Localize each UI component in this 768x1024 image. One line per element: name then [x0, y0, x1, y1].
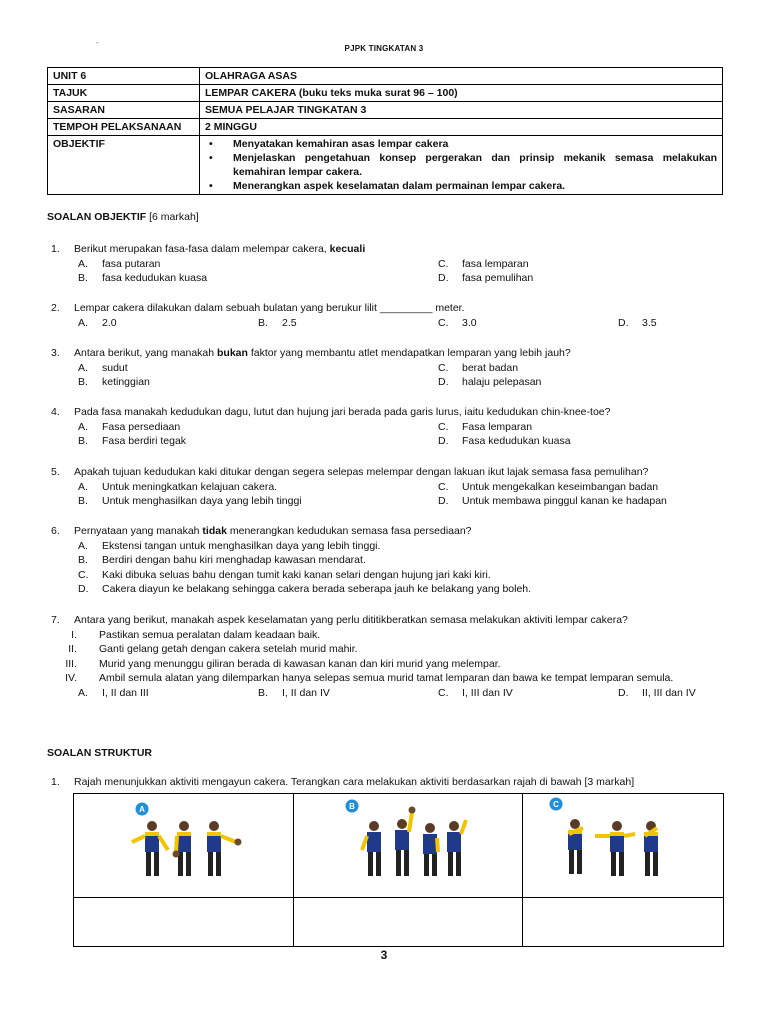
question-3	[51, 346, 727, 390]
question-number: 1.	[51, 243, 60, 255]
option-a[interactable]	[78, 420, 180, 435]
option-text: Fasa persediaan	[102, 420, 181, 433]
option-a[interactable]	[78, 257, 160, 272]
athlete-icon	[644, 821, 658, 876]
roman-item	[51, 657, 727, 672]
option-letter: D.	[438, 376, 449, 388]
option-letter: D.	[438, 435, 449, 447]
option-letter: A.	[78, 420, 88, 433]
roman-text: Ganti gelang getah dengan cakera setelah murid mahir.	[99, 643, 358, 655]
option-b[interactable]	[78, 494, 302, 509]
option-text: Untuk meningkatkan kelajuan cakera.	[102, 480, 278, 493]
athlete-figure-b	[294, 794, 522, 894]
option-letter: A.	[78, 686, 88, 699]
option-text: Kaki dibuka seluas bahu dengan tumit kaki kanan selari dengan hujung jari kaki kiri.	[102, 568, 491, 581]
option-a[interactable]	[78, 686, 149, 701]
section-title-struktur: SOALAN STRUKTUR	[47, 747, 152, 759]
question-stem	[51, 346, 727, 361]
question-number: 5.	[51, 466, 60, 478]
question-stem	[51, 301, 727, 316]
question-4	[51, 405, 727, 449]
option-text: Ekstensi tangan untuk menghasilkan daya yang lebih tinggi.	[102, 539, 381, 552]
panel-badge-label: C	[553, 800, 559, 809]
info-key: TAJUK	[48, 85, 200, 102]
info-key: UNIT 6	[48, 68, 200, 85]
stem-bold: kecuali	[329, 243, 366, 255]
question-stem	[51, 613, 727, 628]
option-text: 2.0	[102, 316, 117, 329]
objektif-list	[205, 137, 717, 193]
option-letter: C.	[438, 361, 449, 374]
option-letter: D.	[618, 316, 629, 329]
option-a[interactable]	[78, 480, 277, 495]
objektif-item: • Menjelaskan pengetahuan konsep pergerakan dan prinsip mekanik semasa melakukan kemahiran lempar cakera.	[205, 151, 717, 179]
question-6	[51, 524, 727, 597]
question-7	[51, 613, 727, 700]
option-b[interactable]	[51, 553, 727, 568]
option-letter: A.	[78, 257, 88, 270]
roman-numeral: III.	[65, 657, 77, 670]
option-b[interactable]	[258, 686, 330, 701]
option-letter: B.	[78, 435, 88, 447]
option-letter: C.	[78, 568, 89, 581]
stem-text: Pada fasa manakah kedudukan dagu, lutut dan hujung jari berada pada garis lurus, iaitu kedudukan chin-knee-toe?	[74, 406, 611, 418]
option-d[interactable]	[438, 494, 667, 509]
answer-box-b[interactable]	[294, 898, 523, 947]
option-d[interactable]	[438, 271, 533, 286]
option-b[interactable]	[258, 316, 297, 331]
option-letter: C.	[438, 686, 449, 699]
objektif-list-cell	[200, 136, 723, 195]
option-letter: A.	[78, 480, 88, 493]
roman-item	[51, 642, 727, 657]
panel-badge-label: B	[349, 802, 355, 811]
option-text: fasa pemulihan	[462, 272, 534, 284]
stem-text: Antara yang berikut, manakah aspek keselamatan yang perlu dititikberatkan semasa melakukan aktiviti lempar cakera?	[74, 614, 628, 626]
option-c[interactable]	[438, 686, 513, 701]
question-number: 4.	[51, 406, 60, 418]
option-a[interactable]	[51, 539, 727, 554]
option-letter: C.	[438, 480, 449, 493]
option-d[interactable]	[51, 582, 727, 597]
stem-text: faktor yang membantu atlet mendapatkan lemparan yang lebih jauh?	[247, 347, 571, 359]
athlete-icon	[447, 820, 466, 876]
header-dash: -	[96, 38, 99, 47]
stem-text: Apakah tujuan kedudukan kaki ditukar dengan segera selepas melempar dengan lakuan ikut lajak semasa fasa pemulihan?	[74, 466, 649, 478]
option-letter: C.	[438, 257, 449, 270]
athlete-icon	[207, 821, 242, 876]
option-c[interactable]	[438, 361, 518, 376]
question-5	[51, 465, 727, 509]
info-value: SEMUA PELAJAR TINGKATAN 3	[200, 102, 723, 119]
option-d[interactable]	[618, 686, 696, 701]
roman-numeral: IV.	[65, 672, 77, 684]
page-header: PJPK TINGKATAN 3	[344, 44, 424, 53]
stem-bold: bukan	[217, 347, 248, 359]
option-letter: D.	[438, 272, 449, 284]
figure-panel-c	[523, 794, 724, 898]
question-2	[51, 301, 727, 330]
option-letter: B.	[78, 554, 88, 566]
info-key: SASARAN	[48, 102, 200, 119]
struktur-question-1	[51, 775, 727, 790]
question-number: 3.	[51, 347, 60, 359]
option-d[interactable]	[438, 434, 571, 449]
option-b[interactable]	[78, 375, 150, 390]
option-letter: A.	[78, 539, 88, 552]
option-text: Untuk membawa pinggul kanan ke hadapan	[462, 495, 667, 507]
option-text: sudut	[102, 361, 128, 374]
question-stem	[51, 775, 727, 790]
athlete-icon	[395, 807, 416, 877]
objektif-item: • Menerangkan aspek keselamatan dalam permainan lempar cakera.	[205, 179, 717, 193]
question-number: 6.	[51, 525, 60, 537]
option-a[interactable]	[78, 361, 128, 376]
stem-text: Antara berikut, yang manakah	[74, 347, 218, 359]
option-text: Untuk mengekalkan keseimbangan badan	[462, 480, 659, 493]
option-text: 3.0	[462, 316, 477, 329]
option-letter: B.	[258, 686, 268, 699]
option-letter: A.	[78, 316, 88, 329]
info-row	[48, 85, 723, 102]
option-c[interactable]	[438, 257, 529, 272]
option-letter: B.	[78, 272, 88, 284]
info-table	[47, 67, 723, 195]
stem-text: Pernyataan yang manakah	[74, 525, 203, 537]
option-letter: A.	[78, 361, 88, 374]
section-marks: [6 markah]	[149, 211, 199, 223]
info-row-objektif	[48, 136, 723, 195]
option-text: Cakera diayun ke belakang sehingga cakera berada seberapa jauh ke belakang yang boleh.	[102, 583, 532, 595]
option-letter: D.	[78, 583, 89, 595]
page-number: 3	[380, 948, 388, 962]
athlete-figure-a	[74, 794, 293, 894]
option-b[interactable]	[78, 434, 186, 449]
option-text: 2.5	[282, 316, 297, 329]
option-text: fasa kedudukan kuasa	[102, 272, 208, 284]
athlete-icon	[595, 821, 635, 876]
option-a[interactable]	[78, 316, 117, 331]
roman-text: Ambil semula alatan yang dilemparkan hanya selepas semua murid tamat lemparan dan bawa ke tempat lemparan semula.	[99, 672, 674, 684]
athlete-icon	[568, 819, 583, 874]
question-number: 7.	[51, 614, 60, 626]
option-letter: B.	[258, 316, 268, 329]
option-text: halaju pelepasan	[462, 376, 542, 388]
option-letter: B.	[78, 376, 88, 388]
info-value: LEMPAR CAKERA (buku teks muka surat 96 – 100)	[200, 85, 723, 102]
question-stem	[51, 524, 727, 539]
question-number: 2.	[51, 302, 60, 314]
objektif-item: • Menyatakan kemahiran asas lempar cakera	[205, 137, 717, 151]
info-value: 2 MINGGU	[200, 119, 723, 136]
option-d[interactable]	[618, 316, 657, 331]
roman-numeral: II.	[68, 643, 77, 655]
question-stem	[51, 405, 727, 420]
roman-text: Pastikan semua peralatan dalam keadaan baik.	[99, 628, 321, 641]
info-row	[48, 102, 723, 119]
option-text: I, II dan IV	[282, 686, 330, 699]
option-text: Untuk menghasilkan daya yang lebih tinggi	[102, 495, 302, 507]
section-title-text: SOALAN OBJEKTIF	[47, 211, 150, 223]
answer-grid	[73, 793, 724, 947]
question-stem	[51, 242, 727, 257]
option-letter: B.	[78, 495, 88, 507]
option-letter: C.	[438, 420, 449, 433]
option-text: Fasa berdiri tegak	[102, 435, 187, 447]
roman-item	[51, 671, 727, 686]
info-row	[48, 68, 723, 85]
panel-badge-label: A	[139, 805, 145, 814]
option-text: I, III dan IV	[462, 686, 513, 699]
athlete-icon	[423, 823, 438, 876]
question-1	[51, 242, 727, 286]
question-stem	[51, 465, 727, 480]
option-c[interactable]	[438, 480, 658, 495]
athlete-icon	[132, 821, 168, 876]
athlete-figure-c	[523, 794, 723, 894]
question-number: 1.	[51, 776, 60, 788]
option-letter: D.	[438, 495, 449, 507]
section-title-objektif	[47, 211, 199, 223]
info-key: OBJEKTIF	[48, 136, 200, 195]
option-text: Berdiri dengan bahu kiri menghadap kawasan mendarat.	[102, 554, 366, 566]
stem-text: Berikut merupakan fasa-fasa dalam melempar cakera,	[74, 243, 330, 255]
answer-box-c[interactable]	[523, 898, 724, 947]
stem-text: Lempar cakera dilakukan dalam sebuah bulatan yang berukur lilit _________ meter.	[74, 302, 465, 314]
stem-bold: tidak	[202, 525, 227, 537]
option-text: Fasa lemparan	[462, 420, 533, 433]
option-text: II, III dan IV	[642, 686, 696, 699]
option-c[interactable]	[438, 316, 477, 331]
stem-text: menerangkan kedudukan semasa fasa persediaan?	[226, 525, 472, 537]
option-d[interactable]	[438, 375, 541, 390]
option-text: Fasa kedudukan kuasa	[462, 435, 571, 447]
option-text: 3.5	[642, 316, 657, 329]
option-text: I, II dan III	[102, 686, 149, 699]
option-text: ketinggian	[102, 376, 150, 388]
option-text: fasa putaran	[102, 257, 161, 270]
stem-text: Rajah menunjukkan aktiviti mengayun cakera. Terangkan cara melakukan aktiviti berdasarkan rajah di bawah [3 markah]	[74, 776, 635, 788]
info-value: OLAHRAGA ASAS	[200, 68, 723, 85]
roman-numeral: I.	[71, 628, 77, 641]
option-c[interactable]	[51, 568, 727, 583]
option-c[interactable]	[438, 420, 532, 435]
figure-panel-a	[74, 794, 294, 898]
athlete-icon	[173, 821, 192, 876]
roman-text: Murid yang menunggu giliran berada di kawasan kanan dan kiri murid yang melempar.	[99, 657, 501, 670]
option-letter: D.	[618, 686, 629, 699]
info-key: TEMPOH PELAKSANAAN	[48, 119, 200, 136]
answer-box-a[interactable]	[74, 898, 294, 947]
option-letter: C.	[438, 316, 449, 329]
option-b[interactable]	[78, 271, 207, 286]
roman-item	[51, 628, 727, 643]
option-text: fasa lemparan	[462, 257, 529, 270]
info-row	[48, 119, 723, 136]
figure-panel-b	[294, 794, 523, 898]
athlete-icon	[362, 821, 381, 876]
option-text: berat badan	[462, 361, 519, 374]
